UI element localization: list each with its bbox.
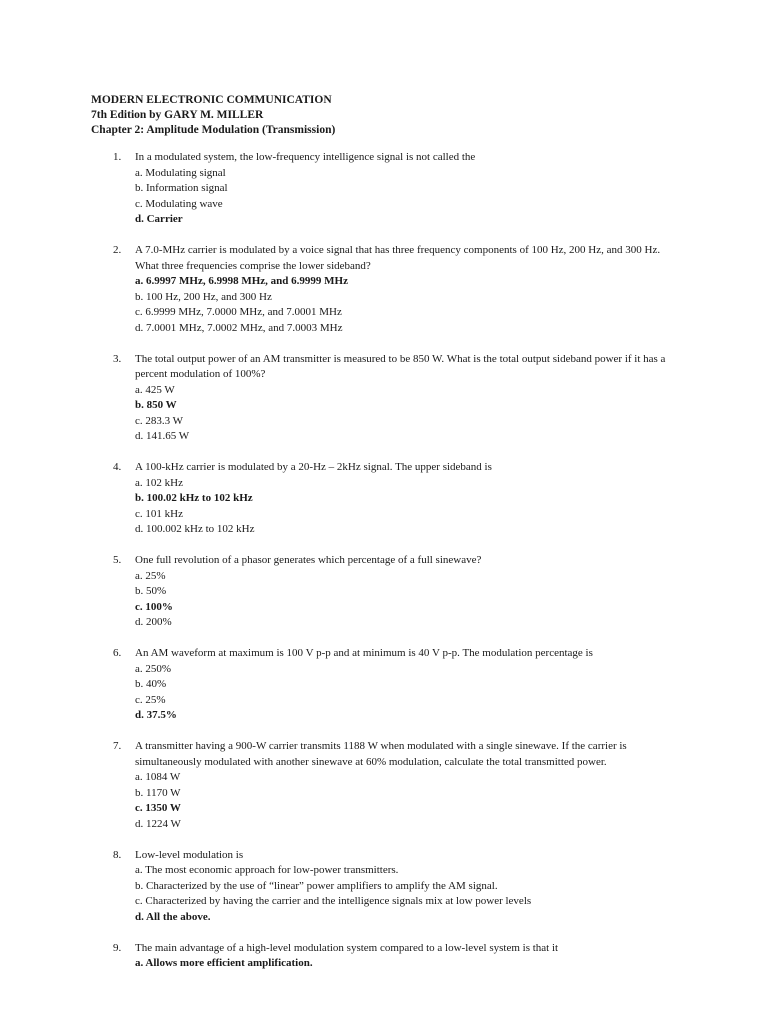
question-body — [135, 243, 680, 336]
question-text: Low-level modulation is — [135, 848, 244, 861]
question-number: 7. — [113, 740, 122, 752]
question-body — [135, 460, 680, 538]
document-header — [91, 93, 335, 138]
question-number: 6. — [113, 647, 122, 659]
answer-option: a. 102 kHz — [135, 476, 183, 489]
answer-option: d. 1224 W — [135, 817, 181, 830]
answer-options — [135, 770, 680, 832]
question-text: In a modulated system, the low-frequency intelligence signal is not called the — [135, 151, 476, 163]
answer-option: b. Characterized by the use of “linear” power amplifiers to amplify the AM signal. — [135, 879, 498, 892]
answer-options — [135, 956, 680, 972]
answer-option: c. 101 kHz — [135, 507, 183, 520]
question-body — [135, 848, 680, 926]
answer-option-correct: d. All the above. — [135, 910, 211, 923]
answer-option: b. 1170 W — [135, 786, 181, 799]
question-number: 2. — [113, 244, 122, 256]
question-text: One full revolution of a phasor generates which percentage of a full sinewave? — [135, 554, 482, 566]
question-text: A transmitter having a 900-W carrier transmits 1188 W when modulated with a single sinewave. If the carrier is simultaneously modulated with another sinewave at 60% modulation, calculate the total transmitted power. — [135, 740, 627, 768]
answer-option-correct: c. 1350 W — [135, 802, 181, 814]
question-item — [0, 553, 768, 631]
answer-option: d. 200% — [135, 616, 172, 628]
answer-option: d. 100.002 kHz to 102 kHz — [135, 523, 255, 535]
question-text: The main advantage of a high-level modulation system compared to a low-level system is that it — [135, 941, 559, 954]
answer-option: c. Characterized by having the carrier and the intelligence signals mix at low power levels — [135, 895, 532, 907]
question-text: A 100-kHz carrier is modulated by a 20-Hz – 2kHz signal. The upper sideband is — [135, 461, 492, 473]
answer-options — [135, 383, 680, 445]
question-number: 5. — [113, 554, 122, 566]
answer-option: a. 1084 W — [135, 771, 181, 783]
answer-option-correct: b. 850 W — [135, 399, 177, 411]
question-number: 9. — [113, 941, 122, 954]
answer-option: a. 425 W — [135, 383, 175, 396]
answer-option: c. 283.3 W — [135, 414, 184, 427]
answer-option-correct: a. 6.9997 MHz, 6.9998 MHz, and 6.9999 MHz — [135, 275, 348, 287]
answer-option-correct: d. 37.5% — [135, 709, 177, 721]
chapter-title: Chapter 2: Amplitude Modulation (Transmission) — [91, 124, 336, 136]
question-number: 8. — [113, 848, 122, 861]
question-body — [135, 352, 680, 445]
question-body — [135, 150, 680, 228]
answer-options — [135, 569, 680, 631]
question-item — [0, 848, 768, 926]
answer-option: d. 7.0001 MHz, 7.0002 MHz, and 7.0003 MHz — [135, 321, 343, 334]
answer-options — [135, 662, 680, 724]
question-number: 1. — [113, 151, 122, 163]
question-body — [135, 739, 680, 832]
answer-option: b. Information signal — [135, 182, 228, 194]
answer-option: b. 50% — [135, 585, 167, 597]
question-body — [135, 941, 680, 972]
answer-option: d. 141.65 W — [135, 430, 190, 442]
answer-option: b. 40% — [135, 678, 167, 690]
answer-option-correct: c. 100% — [135, 600, 173, 613]
question-item — [0, 352, 768, 445]
answer-option-correct: b. 100.02 kHz to 102 kHz — [135, 492, 253, 504]
answer-options — [135, 166, 680, 228]
question-body — [135, 553, 680, 631]
answer-option: c. Modulating wave — [135, 197, 223, 210]
answer-option: b. 100 Hz, 200 Hz, and 300 Hz — [135, 290, 272, 303]
question-item — [0, 243, 768, 336]
question-item — [0, 941, 768, 972]
question-item — [0, 739, 768, 832]
answer-option: a. 25% — [135, 569, 166, 582]
answer-options — [135, 863, 680, 925]
answer-option: a. Modulating signal — [135, 166, 226, 179]
answer-options — [135, 274, 680, 336]
answer-option: a. 250% — [135, 662, 172, 675]
answer-option-correct: a. Allows more efficient amplification. — [135, 957, 313, 969]
answer-option: c. 25% — [135, 693, 166, 706]
answer-option-correct: d. Carrier — [135, 213, 183, 225]
question-item — [0, 460, 768, 538]
answer-options — [135, 476, 680, 538]
question-list — [0, 150, 768, 987]
question-body — [135, 646, 680, 724]
book-edition: 7th Edition by GARY M. MILLER — [91, 109, 264, 121]
question-number: 4. — [113, 461, 122, 473]
question-item — [0, 150, 768, 228]
question-number: 3. — [113, 352, 122, 365]
question-text: The total output power of an AM transmitter is measured to be 850 W. What is the total output sideband power if it has a percent modulation of 100%? — [135, 352, 666, 380]
book-title: MODERN ELECTRONIC COMMUNICATION — [91, 94, 332, 106]
question-item — [0, 646, 768, 724]
answer-option: a. The most economic approach for low-power transmitters. — [135, 864, 399, 876]
answer-option: c. 6.9999 MHz, 7.0000 MHz, and 7.0001 MHz — [135, 306, 342, 318]
question-text: A 7.0-MHz carrier is modulated by a voice signal that has three frequency components of 100 Hz, 200 Hz, and 300 Hz. What three frequencies comprise the lower sideband? — [135, 244, 661, 272]
question-text: An AM waveform at maximum is 100 V p-p and at minimum is 40 V p-p. The modulation percentage is — [135, 647, 593, 659]
